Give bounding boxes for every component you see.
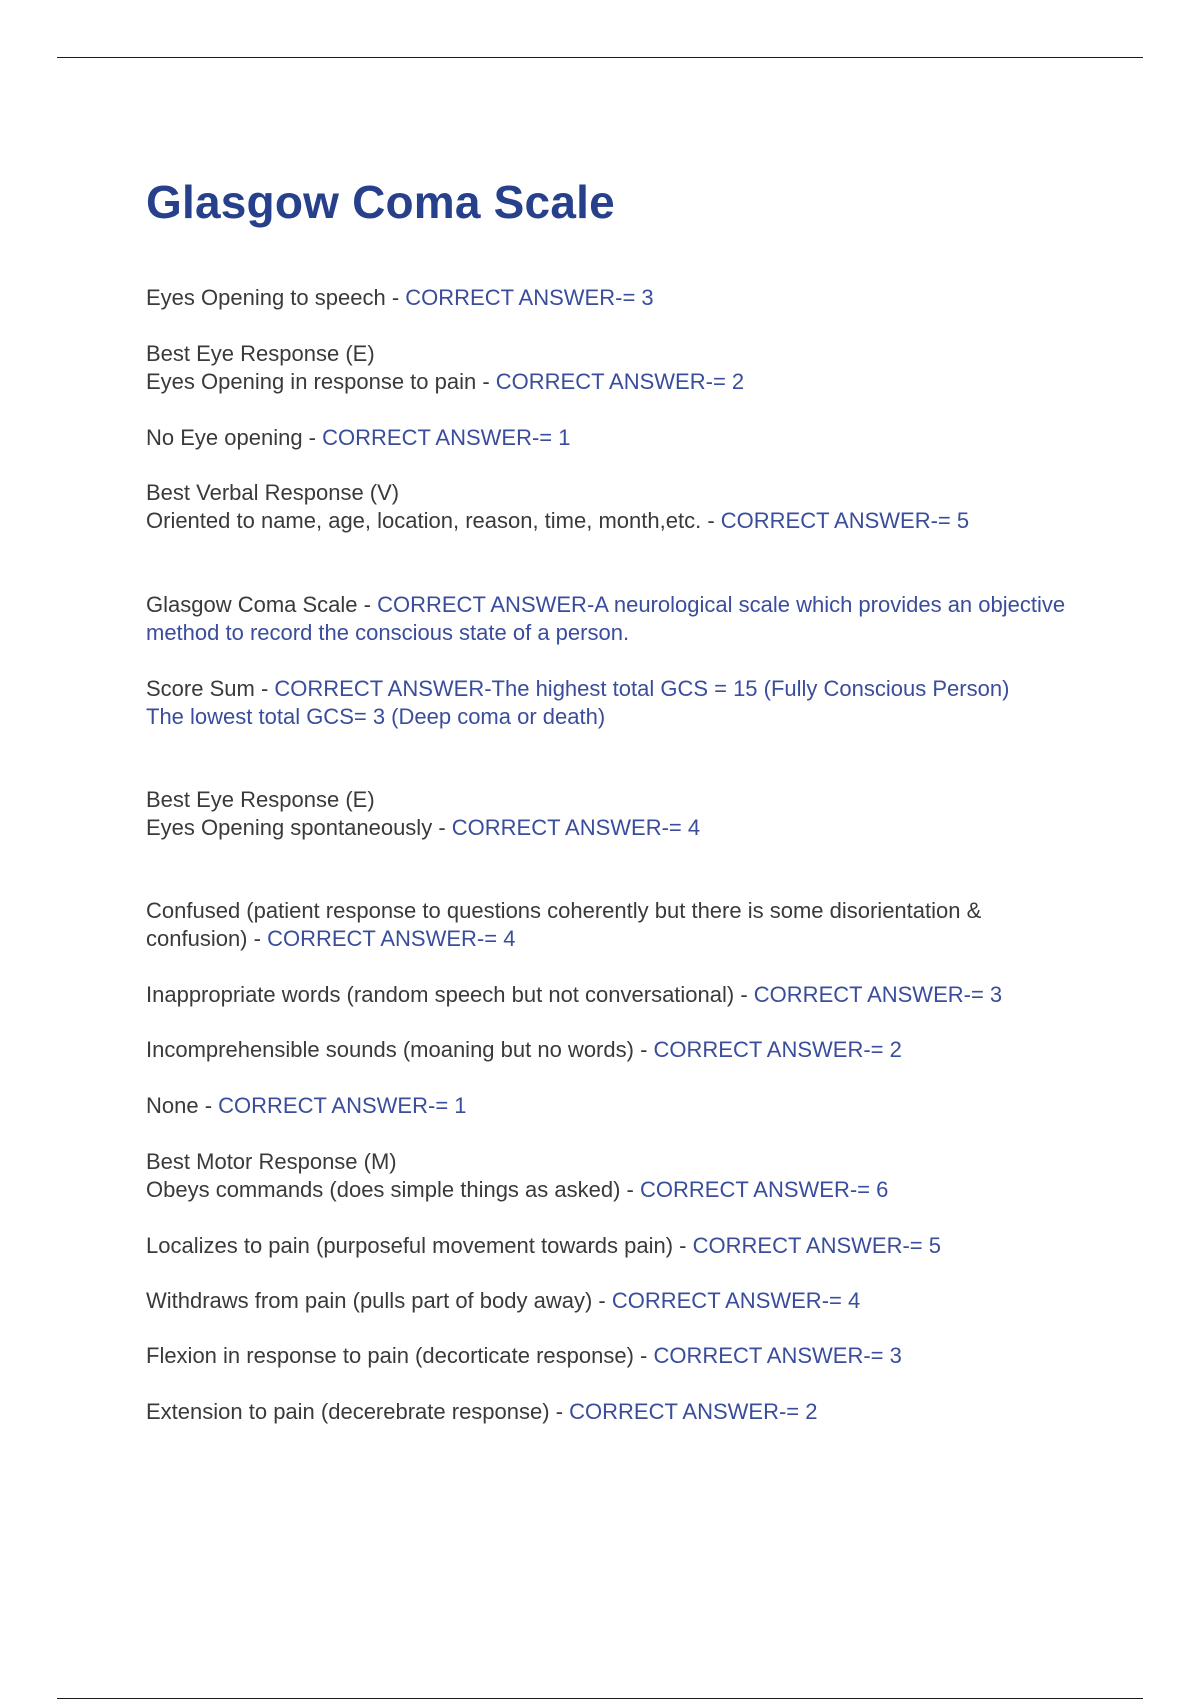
card-answer: CORRECT ANSWER-= 3 [405, 285, 654, 310]
card-separator: - [734, 982, 754, 1007]
card-answer-continued: The lowest total GCS= 3 (Deep coma or death) [146, 704, 606, 729]
card-answer: CORRECT ANSWER-The highest total GCS = 15 (Fully Conscious Person) [274, 676, 1010, 701]
card-answer: CORRECT ANSWER-= 4 [451, 815, 701, 840]
card-term: Confused (patient response to questions coherently but there is some disorientation & confusion) [146, 898, 982, 951]
flashcard-localizes-to-pain [146, 1232, 1096, 1260]
flashcard-obeys-commands [146, 1148, 1096, 1204]
card-term: Localizes to pain (purposeful movement towards pain) [146, 1233, 674, 1258]
card-answer: CORRECT ANSWER-= 3 [753, 982, 1003, 1007]
flashcard-oriented [146, 479, 1096, 535]
flashcard-extension [146, 1398, 1096, 1426]
card-heading: Best Eye Response (E) [146, 341, 375, 366]
flashcard-no-eye-opening [146, 424, 1096, 452]
top-rule [57, 57, 1143, 58]
card-separator: - [476, 369, 496, 394]
flashcard-score-sum [146, 675, 1026, 731]
card-separator: - [633, 1037, 654, 1062]
card-separator: - [673, 1233, 693, 1258]
card-answer: CORRECT ANSWER-= 3 [653, 1343, 902, 1368]
card-separator: - [254, 676, 275, 701]
card-separator: - [385, 285, 406, 310]
flashcard-confused [146, 897, 1076, 953]
card-term: Inappropriate words (random speech but not conversational) [146, 982, 735, 1007]
card-answer: CORRECT ANSWER-= 6 [640, 1177, 889, 1202]
card-separator: - [247, 926, 268, 951]
card-separator: - [633, 1343, 654, 1368]
card-term: Extension to pain (decerebrate response) [146, 1399, 550, 1424]
card-separator: - [357, 592, 378, 617]
card-heading: Best Verbal Response (V) [146, 480, 400, 505]
card-term: Oriented to name, age, location, reason, time, month,etc. [146, 508, 702, 533]
card-answer: CORRECT ANSWER-A neurological scale which provides an objective method to record the conscious state of a person. [146, 592, 1066, 645]
card-term: Eyes Opening to speech [146, 285, 386, 310]
flashcard-eyes-spontaneously [146, 786, 1096, 842]
card-term: None [146, 1093, 199, 1118]
card-term: Incomprehensible sounds (moaning but no words) [146, 1037, 634, 1062]
card-separator: - [701, 508, 721, 533]
card-term: Eyes Opening spontaneously [146, 815, 433, 840]
flashcard-inappropriate-words [146, 981, 1096, 1009]
card-answer: CORRECT ANSWER-= 4 [267, 926, 516, 951]
flashcard-incomprehensible-sounds [146, 1036, 1096, 1064]
card-answer: CORRECT ANSWER-= 1 [322, 425, 571, 450]
card-term: No Eye opening [146, 425, 303, 450]
card-answer: CORRECT ANSWER-= 2 [495, 369, 745, 394]
card-answer: CORRECT ANSWER-= 5 [692, 1233, 941, 1258]
bottom-rule [57, 1698, 1143, 1699]
card-separator: - [620, 1177, 640, 1202]
card-term: Flexion in response to pain (decorticate response) [146, 1343, 634, 1368]
flashcard-eyes-to-pain [146, 340, 1096, 396]
card-answer: CORRECT ANSWER-= 2 [569, 1399, 818, 1424]
card-term: Eyes Opening in response to pain [146, 369, 477, 394]
card-separator: - [302, 425, 323, 450]
card-separator: - [549, 1399, 570, 1424]
card-answer: CORRECT ANSWER-= 5 [720, 508, 970, 533]
flashcard-gcs-definition [146, 591, 1076, 647]
card-separator: - [198, 1093, 219, 1118]
card-heading: Best Eye Response (E) [146, 787, 375, 812]
page-title: Glasgow Coma Scale [146, 176, 615, 228]
card-separator: - [432, 815, 452, 840]
card-heading: Best Motor Response (M) [146, 1149, 397, 1174]
card-term: Score Sum [146, 676, 255, 701]
card-term: Obeys commands (does simple things as asked) [146, 1177, 621, 1202]
card-answer: CORRECT ANSWER-= 1 [218, 1093, 467, 1118]
flashcard-eyes-to-speech [146, 284, 1096, 312]
card-term: Glasgow Coma Scale [146, 592, 358, 617]
flashcard-none [146, 1092, 1096, 1120]
flashcard-withdraws-from-pain [146, 1287, 1096, 1315]
card-answer: CORRECT ANSWER-= 2 [653, 1037, 902, 1062]
card-term: Withdraws from pain (pulls part of body away) [146, 1288, 593, 1313]
card-separator: - [592, 1288, 612, 1313]
flashcard-flexion [146, 1342, 1096, 1370]
card-answer: CORRECT ANSWER-= 4 [611, 1288, 861, 1313]
